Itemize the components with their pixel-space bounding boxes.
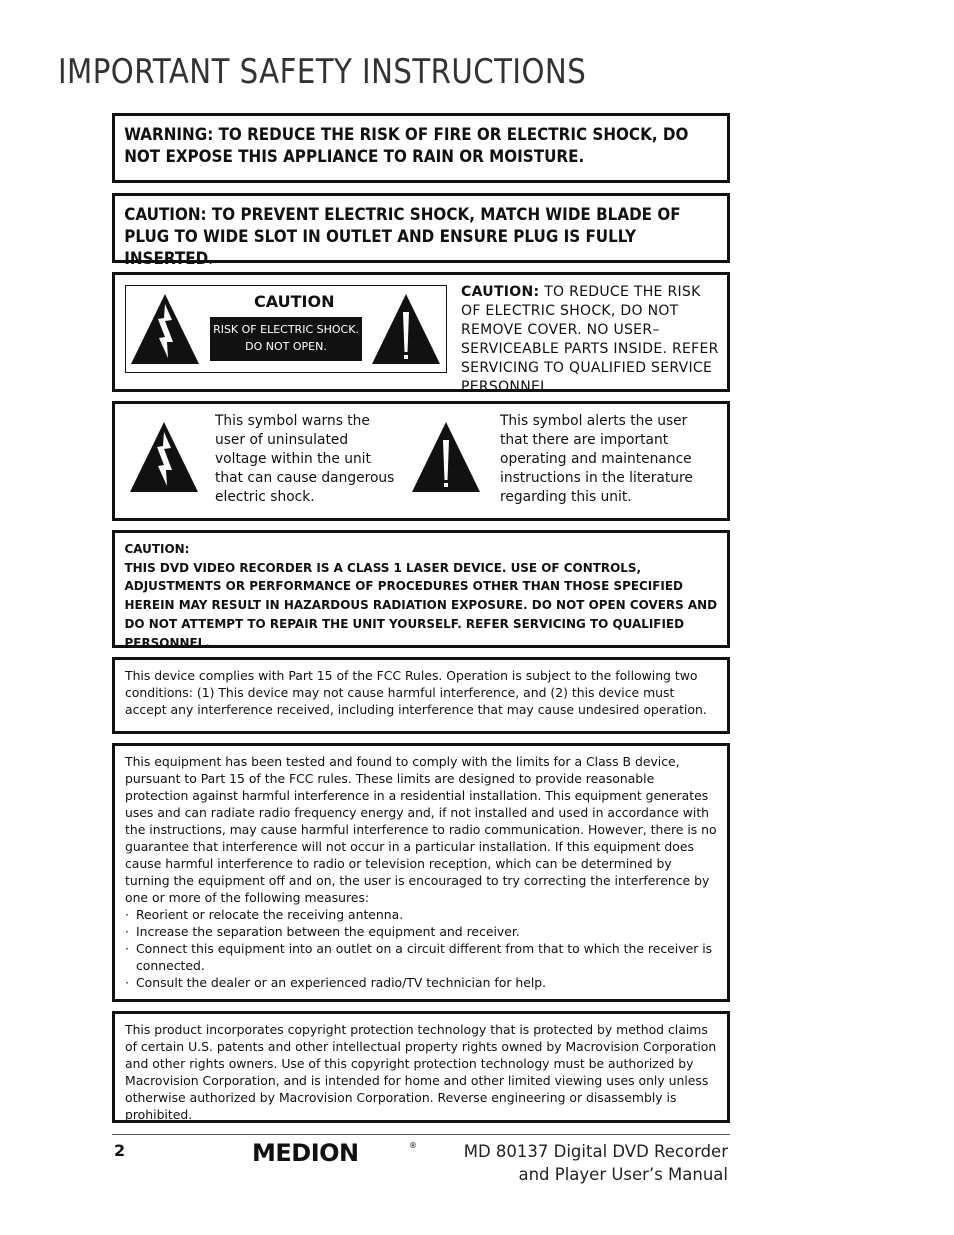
cover-caution-lead: CAUTION:	[461, 284, 540, 300]
warning-box	[112, 113, 730, 183]
fcc-compliance-text: This device complies with Part 15 of the FCC Rules. Operation is subject to the following two conditions: (1) This device may not cause harmful interference, and (2) this device must accept any interference received, including interference that may cause undesired operation.	[125, 668, 707, 717]
medion-wordmark: MEDION	[252, 1140, 359, 1164]
measure-item: · Connect this equipment into an outlet on a circuit different from that to which the receiver is connected.	[125, 940, 717, 974]
cover-caution-body: TO REDUCE THE RISK OF ELECTRIC SHOCK, DO NOT REMOVE COVER. NO USER–SERVICEABLE PARTS INSIDE. REFER SERVICING TO QUALIFIED SERVICE PERSONNEL.	[461, 284, 719, 395]
laser-caution-body: THIS DVD VIDEO RECORDER IS A CLASS 1 LASER DEVICE. USE OF CONTROLS, ADJUSTMENTS OR PERFORMANCE OF PROCEDURES OTHER THAN THOSE SPECIFIED HEREIN MAY RESULT IN HAZARDOUS RADIATION EXPOSURE. DO NOT OPEN COVERS AND DO NOT ATTEMPT TO REPAIR THE UNIT YOURSELF. REFER SERVICING TO QUALIFIED PERSONNEL.	[124, 559, 718, 650]
medion-logo-graphic	[252, 1140, 417, 1164]
macrovision-text: This product incorporates copyright protection technology that is protected by method claims of certain U.S. patents and other intellectual property rights owned by Macrovision Corporation and other rights owners. Use of this copyright protection technology must be authorized by Macrovision Corporation, and is intended for home and other limited viewing uses only unless otherwise authorized by Macrovision Corporation. Reverse engineering or disassembly is prohibited.	[125, 1022, 717, 1122]
lightning-triangle-icon	[128, 290, 202, 366]
symbols-section	[112, 401, 730, 521]
fcc-compliance-box	[112, 657, 730, 734]
laser-caution-heading: CAUTION:	[124, 541, 190, 556]
cover-caution-text	[461, 283, 723, 397]
medion-logo	[252, 1140, 417, 1169]
risk-plate-line1: RISK OF ELECTRIC SHOCK.	[213, 323, 359, 336]
laser-caution-box	[112, 530, 730, 648]
exclamation-triangle-icon	[369, 290, 443, 366]
attention-symbol-icon	[409, 418, 483, 494]
manual-title-line2: and Player User’s Manual	[518, 1165, 728, 1184]
manual-title	[464, 1140, 728, 1186]
class-b-text: This equipment has been tested and found to comply with the limits for a Class B device, pursuant to Part 15 of the FCC rules. These limits are designed to provide reasonable protection against harmful interference in a residential installation. This equipment generates uses and can radiate radio frequency energy and, if not installed and used in accordance with the instructions, may cause harmful interference to radio communication. However, there is no guarantee that interference will not occur in a particular installation. If this equipment does cause harmful interference to radio or television reception, which can be determined by turning the equipment off and on, the user is encouraged to try correcting the interference by one or more of the following measures:	[125, 754, 717, 905]
plug-caution-box	[112, 193, 730, 268]
plug-caution-suffix: .	[208, 249, 214, 268]
measure-item: · Consult the dealer or an experienced radio/TV technician for help.	[125, 974, 717, 991]
risk-plate	[210, 317, 362, 361]
laser-caution-text	[115, 533, 734, 659]
page-title: IMPORTANT SAFETY INSTRUCTIONS	[58, 52, 587, 92]
footer-rule	[112, 1134, 730, 1135]
manual-title-line1: MD 80137 Digital DVD Recorder	[463, 1142, 728, 1161]
measures-list	[125, 906, 717, 991]
page-number: 2	[114, 1141, 126, 1160]
risk-plate-line2: DO NOT OPEN.	[245, 340, 327, 353]
attention-symbol-text: This symbol alerts the user that there are important operating and maintenance instructions in the literature regarding this unit.	[500, 413, 693, 505]
caution-label-section	[112, 272, 730, 395]
registered-mark: ®	[409, 1141, 417, 1150]
measure-item: · Reorient or relocate the receiving antenna.	[125, 906, 717, 923]
measure-item: · Increase the separation between the equipment and receiver.	[125, 923, 717, 940]
voltage-symbol-text: This symbol warns the user of uninsulated voltage within the unit that can cause dangerous electric shock.	[215, 413, 395, 505]
warning-text: WARNING: TO REDUCE THE RISK OF FIRE OR ELECTRIC SHOCK, DO NOT EXPOSE THIS APPLIANCE TO RAIN OR MOISTURE.	[124, 125, 689, 166]
class-b-content	[115, 746, 727, 998]
voltage-symbol-icon	[127, 418, 201, 494]
class-b-box	[112, 743, 730, 1002]
caution-label-title: CAUTION	[254, 292, 335, 311]
macrovision-box	[112, 1011, 730, 1123]
plug-caution-text	[115, 196, 731, 278]
plug-caution-main: CAUTION: TO PREVENT ELECTRIC SHOCK, MATCH WIDE BLADE OF PLUG TO WIDE SLOT IN OUTLET AND ENSURE PLUG IS FULLY INSERTED	[124, 205, 681, 268]
caution-label-graphic	[125, 285, 447, 373]
